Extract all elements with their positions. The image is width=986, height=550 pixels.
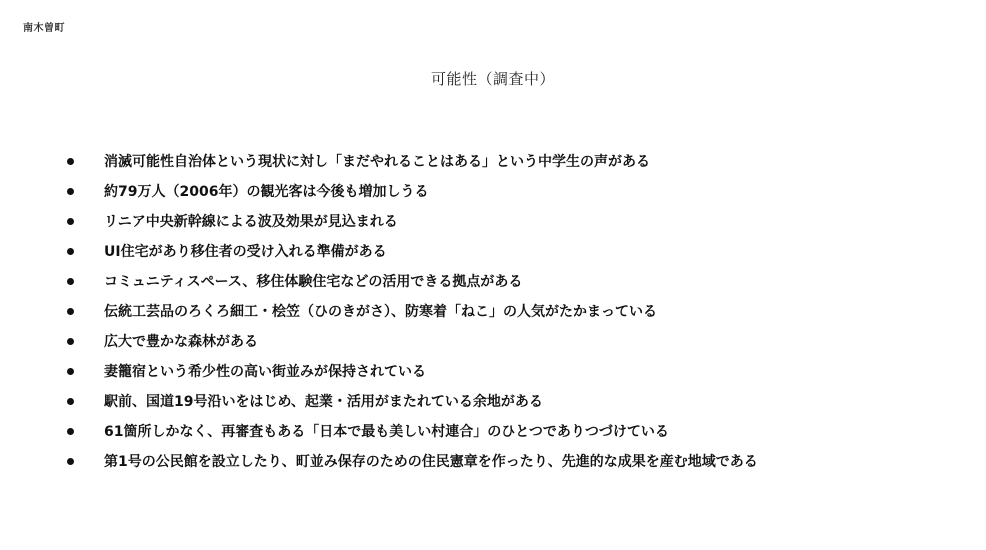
list-item-text: 妻籠宿という希少性の高い街並みが保持されている	[104, 364, 426, 380]
list-item	[66, 206, 758, 236]
list-item	[66, 296, 758, 326]
bullet-dot-icon	[67, 188, 74, 195]
page-title: 可能性（調査中）	[430, 70, 555, 88]
list-item-text: リニア中央新幹線による波及効果が見込まれる	[104, 214, 398, 230]
corner-label: 南木曽町	[23, 23, 65, 34]
list-item	[66, 236, 758, 266]
bullet-list	[66, 146, 758, 476]
list-item-text: 消滅可能性自治体という現状に対し「まだやれることはある」という中学生の声がある	[104, 154, 650, 170]
bullet-dot-icon	[67, 278, 74, 285]
list-item	[66, 446, 758, 476]
list-item	[66, 326, 758, 356]
list-item-text: コミュニティスペース、移住体験住宅などの活用できる拠点がある	[104, 274, 523, 290]
bullet-dot-icon	[67, 428, 74, 435]
list-item	[66, 176, 758, 206]
list-item-text: 第1号の公民館を設立したり、町並み保存のための住民憲章を作ったり、先進的な成果を産む地域である	[104, 454, 758, 470]
list-item-text: 61箇所しかなく、再審査もある「日本で最も美しい村連合」のひとつでありつづけている	[104, 424, 669, 440]
bullet-dot-icon	[67, 308, 74, 315]
list-item-text: UI住宅があり移住者の受け入れる準備がある	[104, 244, 387, 260]
bullet-dot-icon	[67, 368, 74, 375]
list-item-text: 伝統工芸品のろくろ細工・桧笠（ひのきがさ）、防寒着「ねこ」の人気がたかまっている	[104, 304, 657, 320]
list-item	[66, 266, 758, 296]
bullet-dot-icon	[67, 218, 74, 225]
list-item	[66, 356, 758, 386]
bullet-dot-icon	[67, 398, 74, 405]
bullet-dot-icon	[67, 458, 74, 465]
list-item-text: 駅前、国道19号沿いをはじめ、起業・活用がまたれている余地がある	[104, 394, 543, 410]
list-item-text: 広大で豊かな森林がある	[104, 334, 258, 350]
bullet-dot-icon	[67, 248, 74, 255]
bullet-dot-icon	[67, 338, 74, 345]
bullet-dot-icon	[67, 158, 74, 165]
list-item	[66, 146, 758, 176]
list-item	[66, 416, 758, 446]
list-item-text: 約79万人（2006年）の観光客は今後も増加しうる	[104, 184, 429, 200]
list-item	[66, 386, 758, 416]
